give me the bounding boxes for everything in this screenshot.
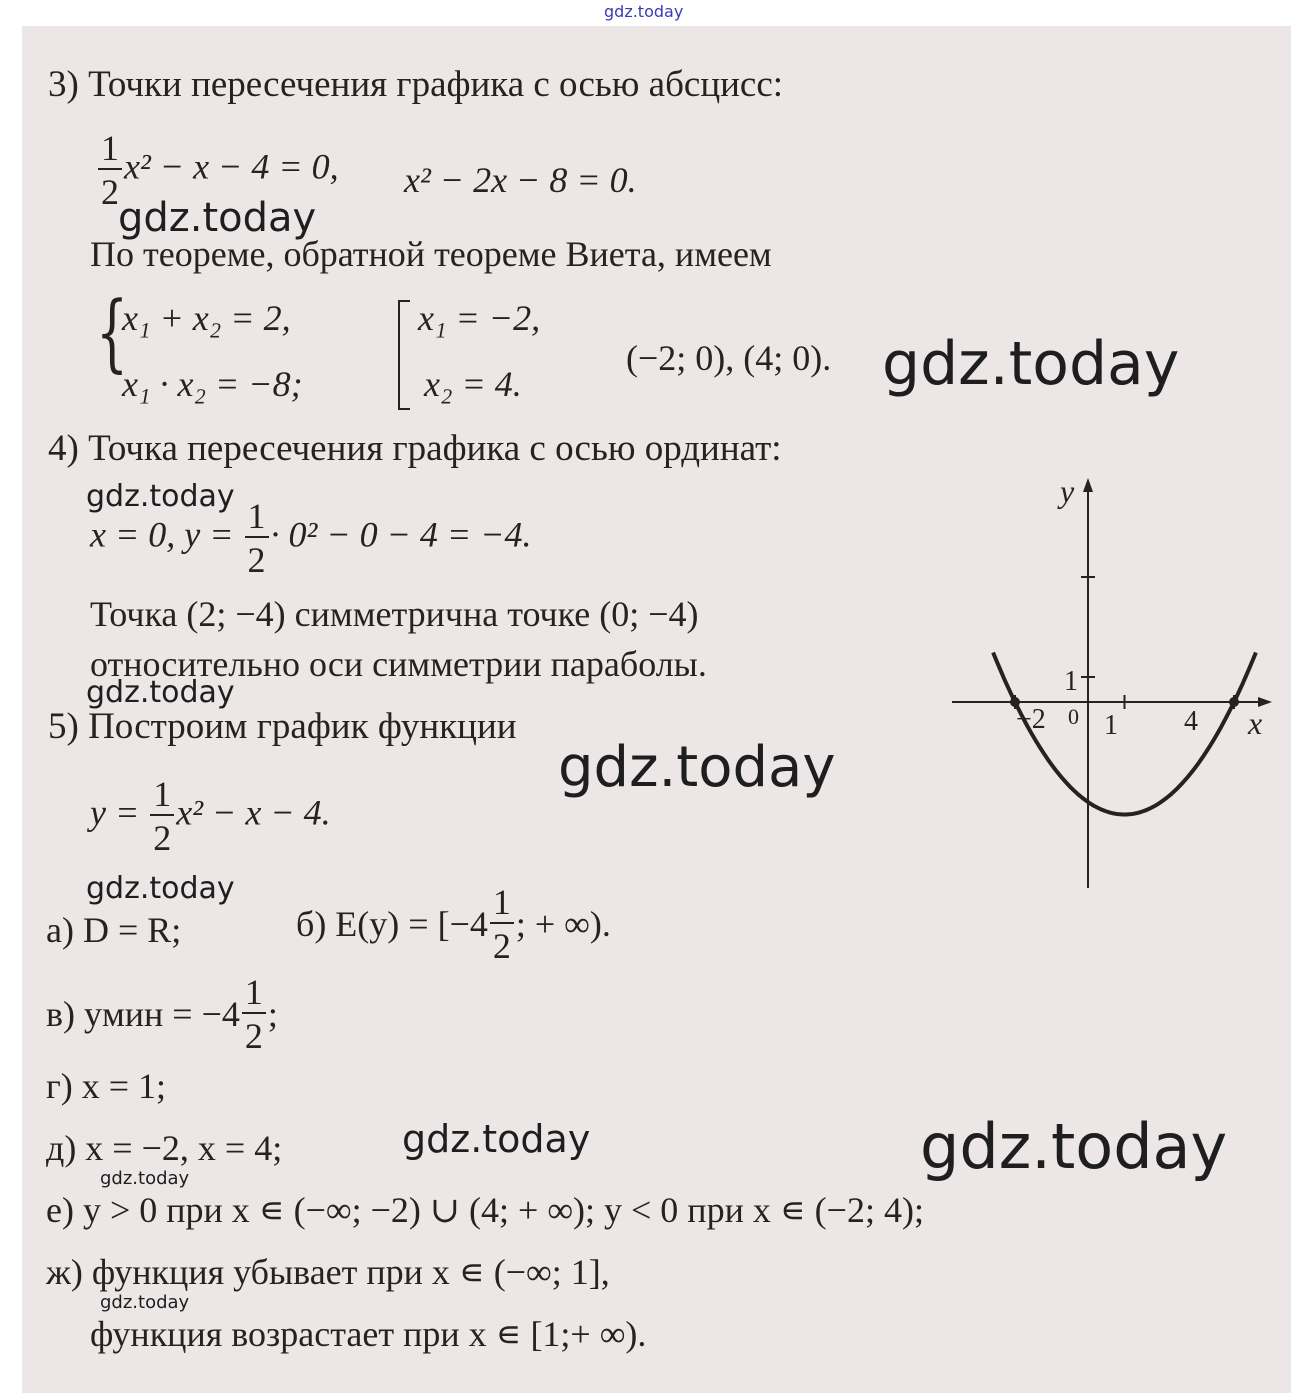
property-decreasing: ж) функция убывает при x ∊ (−∞; 1], bbox=[46, 1252, 610, 1292]
fraction-one-half: $\frac{1}{2}$ bbox=[242, 974, 266, 1054]
tick-label-4: 4 bbox=[1184, 706, 1198, 737]
fraction-one-half: $\frac{1}{2}$ bbox=[245, 498, 269, 578]
watermark: gdz.today bbox=[100, 1292, 190, 1313]
step4-calculation: x = 0, y = $\frac{1}{2}$ · 0² − 0 − 4 = −4. bbox=[90, 496, 532, 580]
solution-line-2: x₂ = 4. bbox=[424, 364, 522, 404]
watermark: gdz.today bbox=[86, 675, 235, 710]
tick-label-minus-2: −2 bbox=[1016, 704, 1046, 735]
system-line-1: x₁ + x₂ = 2, bbox=[122, 298, 291, 338]
step4-heading: 4) Точка пересечения графика с осью ординат: bbox=[48, 428, 782, 469]
origin-label: 0 bbox=[1068, 704, 1079, 729]
solution-line-1: x₁ = −2, bbox=[418, 298, 541, 338]
property-sign: е) y > 0 при x ∊ (−∞; −2) ∪ (4; + ∞); y < 0 при x ∊ (−2; 4); bbox=[46, 1190, 924, 1230]
tick-label-y-1: 1 bbox=[1064, 666, 1078, 697]
solution-bracket bbox=[398, 300, 410, 410]
function-formula: y = $\frac{1}{2}$ x² − x − 4. bbox=[90, 774, 331, 858]
fraction-one-half: $\frac{1}{2}$ bbox=[490, 884, 514, 964]
x-intercept-points: (−2; 0), (4; 0). bbox=[626, 338, 832, 378]
watermark: gdz.today bbox=[100, 1168, 190, 1189]
watermark: gdz.today bbox=[402, 1117, 591, 1161]
watermark: gdz.today bbox=[86, 871, 235, 906]
watermark: gdz.today bbox=[920, 1110, 1228, 1183]
tick-label-1: 1 bbox=[1104, 710, 1118, 741]
property-range: б) E(y) = [−4 $\frac{1}{2}$ ; + ∞). bbox=[296, 882, 611, 966]
fraction-one-half: $\frac{1}{2}$ bbox=[150, 776, 174, 856]
property-domain: а) D = R; bbox=[46, 910, 182, 950]
y-axis-arrow bbox=[1083, 478, 1093, 492]
step3-heading: 3) Точки пересечения графика с осью абсцисс: bbox=[48, 64, 784, 105]
property-increasing: функция возрастает при x ∊ [1;+ ∞). bbox=[90, 1314, 647, 1354]
system-line-2: x₁ · x₂ = −8; bbox=[122, 364, 303, 404]
vieta-text: По теореме, обратной теореме Виета, имеем bbox=[90, 234, 772, 274]
parabola-graph bbox=[940, 468, 1280, 898]
watermark: gdz.today bbox=[118, 195, 317, 241]
watermark: gdz.today bbox=[86, 479, 235, 514]
system-brace: { bbox=[96, 283, 129, 381]
step3-equation-1: $\frac{1}{2}$ x² − x − 4 = 0, bbox=[96, 130, 339, 210]
watermark: gdz.today bbox=[882, 329, 1180, 399]
property-minimum: в) yмин = −4 $\frac{1}{2}$ ; bbox=[46, 972, 278, 1056]
watermark: gdz.today bbox=[558, 735, 836, 800]
root-point-right bbox=[1229, 697, 1239, 707]
symmetry-text-2: относительно оси симметрии параболы. bbox=[90, 644, 707, 684]
fraction-one-half: $\frac{1}{2}$ bbox=[98, 130, 122, 210]
step3-equation-2: x² − 2x − 8 = 0. bbox=[404, 160, 637, 200]
property-zeros: д) x = −2, x = 4; bbox=[46, 1128, 283, 1168]
header-watermark: gdz.today bbox=[604, 2, 684, 21]
x-axis-label: x bbox=[1248, 705, 1263, 741]
step5-heading: 5) Построим график функции bbox=[48, 706, 517, 747]
y-axis-label: y bbox=[1060, 473, 1075, 509]
property-axis: г) x = 1; bbox=[46, 1066, 167, 1106]
symmetry-text-1: Точка (2; −4) симметрична точке (0; −4) bbox=[90, 594, 699, 634]
